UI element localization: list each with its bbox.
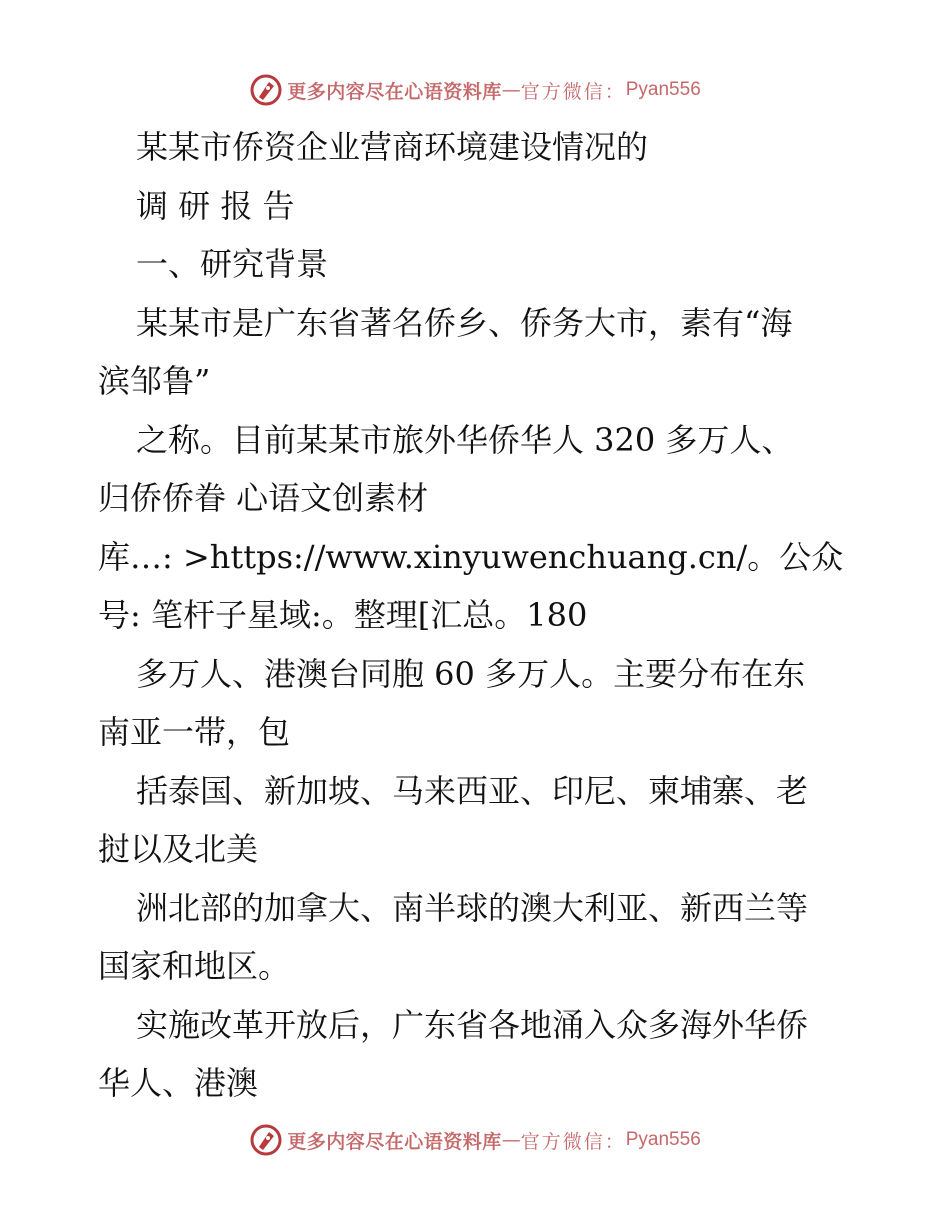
- banner-wechat-id: Pyan556: [625, 1129, 701, 1150]
- body-line: 南亚一带，包: [98, 713, 291, 751]
- doc-title-line-2: 调 研 报 告: [136, 186, 295, 225]
- banner-wechat-label: 官方微信：: [520, 1130, 626, 1153]
- body-line: 号: 笔杆子星域:。整理[汇总。180: [98, 596, 588, 634]
- pen-nib-circle-icon: [249, 73, 283, 107]
- banner-main-text: 更多内容尽在心语资料库: [287, 1130, 502, 1153]
- banner-wechat-id: Pyan556: [625, 79, 701, 100]
- banner-wechat-label: 官方微信：: [520, 80, 626, 103]
- body-line: 多万人、港澳台同胞 60 多万人。主要分布在东: [136, 654, 806, 693]
- pen-nib-circle-icon: [249, 1123, 283, 1157]
- section-heading: 一、研究背景: [136, 245, 329, 283]
- banner-dash: —: [501, 79, 521, 101]
- document-body: [98, 118, 858, 1113]
- body-line: 某某市是广东省著名侨乡、侨务大市，素有“海: [136, 303, 793, 342]
- body-line: 之称。目前某某市旅外华侨华人 320 多万人、: [136, 420, 794, 459]
- body-line: 挝以及北美: [98, 830, 259, 868]
- body-line: 国家和地区。: [98, 947, 291, 985]
- header-banner: [0, 70, 950, 110]
- body-line: 实施改革开放后，广东省各地涌入众多海外华侨: [136, 1005, 809, 1044]
- doc-title-line-1: 某某市侨资企业营商环境建设情况的: [136, 128, 649, 166]
- body-line: 华人、港澳: [98, 1064, 259, 1102]
- body-line: 洲北部的加拿大、南半球的澳大利亚、新西兰等: [136, 888, 809, 927]
- body-line: 归侨侨眷 心语文创素材: [98, 479, 429, 517]
- body-line-url: 库…: >https://www.xinyuwenchuang.cn/。公众: [98, 537, 844, 576]
- body-line: 括泰国、新加坡、马来西亚、印尼、柬埔寨、老: [136, 771, 809, 810]
- body-line: 滨邹鲁”: [98, 362, 211, 400]
- banner-dash: —: [501, 1129, 521, 1151]
- banner-main-text: 更多内容尽在心语资料库: [287, 80, 502, 103]
- footer-banner: [0, 1120, 950, 1160]
